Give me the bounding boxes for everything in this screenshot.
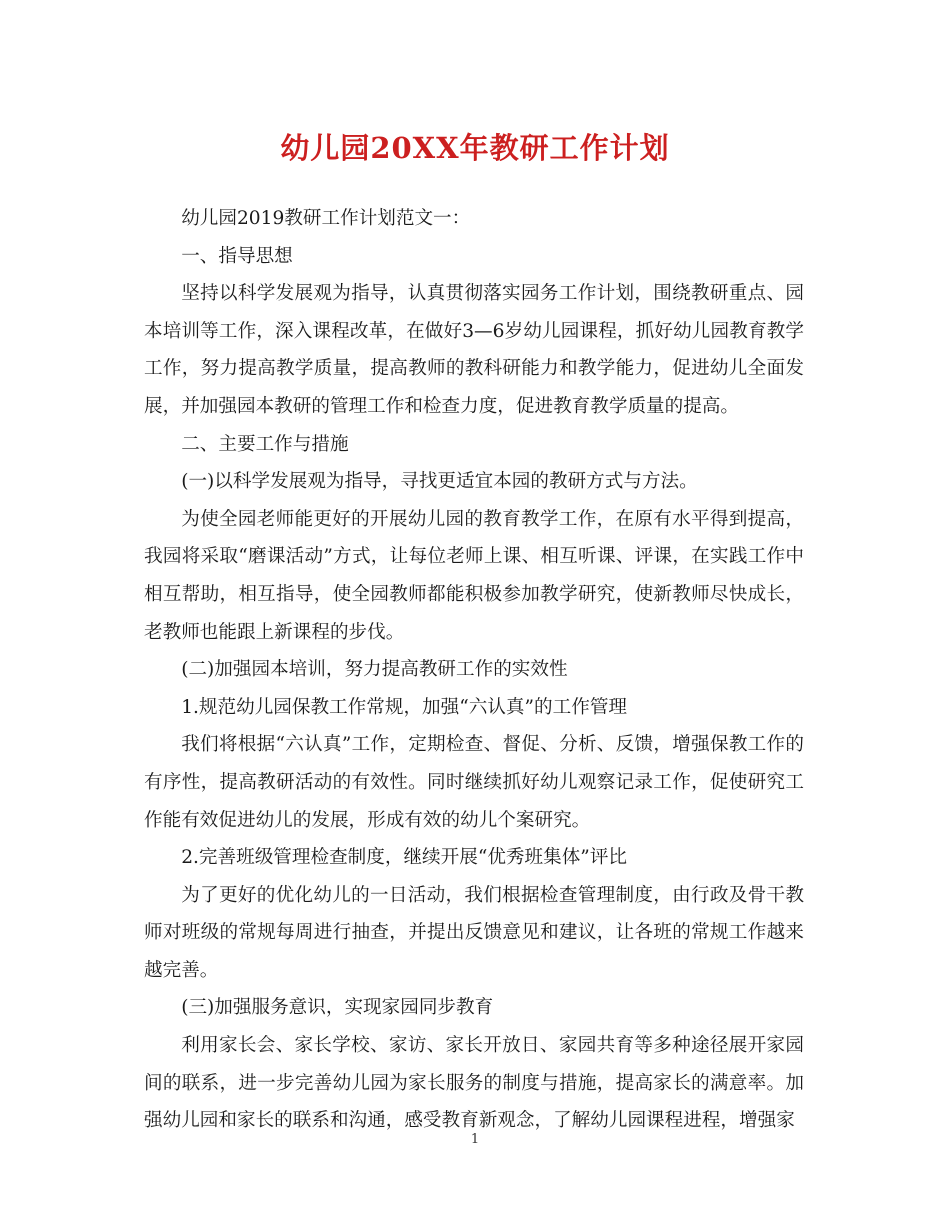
item-heading: 2.完善班级管理检查制度，继续开展“优秀班集体”评比 [181,847,628,869]
subsection-heading: (三)加强服务意识，实现家园同步教育 [181,997,494,1019]
section-heading: 一、指导思想 [181,245,293,267]
section-heading: 二、主要工作与措施 [181,433,349,455]
paragraph: 坚持以科学发展观为指导，认真贯彻落实园务工作计划，围绕教研重点、园本培训等工作，深入课程改革，在做好3—6岁幼儿园课程，抓好幼儿园教育教学工作，努力提高教学质量，提高教师的教科研能力和教学能力，促进幼儿全面发展，并加强园本教研的管理工作和检查力度，促进教育教学质量的提高。 [144,283,804,417]
subsection-heading: (二)加强园本培训，努力提高教研工作的实效性 [181,659,568,681]
paragraph: 为了更好的优化幼儿的一日活动，我们根据检查管理制度，由行政及骨干教师对班级的常规每周进行抽查，并提出反馈意见和建议，让各班的常规工作越来越完善。 [144,884,804,981]
paragraph: 幼儿园2019教研工作计划范文一： [181,208,471,229]
paragraph: 为使全园老师能更好的开展幼儿园的教育教学工作，在原有水平得到提高，我园将采取“磨课活动”方式，让每位老师上课、相互听课、评课，在实践工作中相互帮助，相互指导，使全园教师都能积极参加教学研究，使新教师尽快成长，老教师也能跟上新课程的步伐。 [144,508,804,643]
page-number: 1 [470,1132,480,1147]
paragraph: 我们将根据“六认真”工作，定期检查、督促、分析、反馈，增强保教工作的有序性，提高教研活动的有效性。同时继续抓好幼儿观察记录工作，促使研究工作能有效促进幼儿的发展，形成有效的幼儿个案研究。 [144,734,804,831]
paragraph: 利用家长会、家长学校、家访、家长开放日、家园共育等多种途径展开家园间的联系，进一步完善幼儿园为家长服务的制度与措施，提高家长的满意率。加强幼儿园和家长的联系和沟通，感受教育新观念，了解幼儿园课程进程，增强家 [144,1035,804,1132]
subsection-heading: (一)以科学发展观为指导，寻找更适宜本园的教研方式与方法。 [181,471,698,493]
document-body [144,200,804,1140]
document-title: 幼儿园20XX年教研工作计划 [280,131,670,165]
item-heading: 1.规范幼儿园保教工作常规，加强“六认真”的工作管理 [181,696,628,718]
